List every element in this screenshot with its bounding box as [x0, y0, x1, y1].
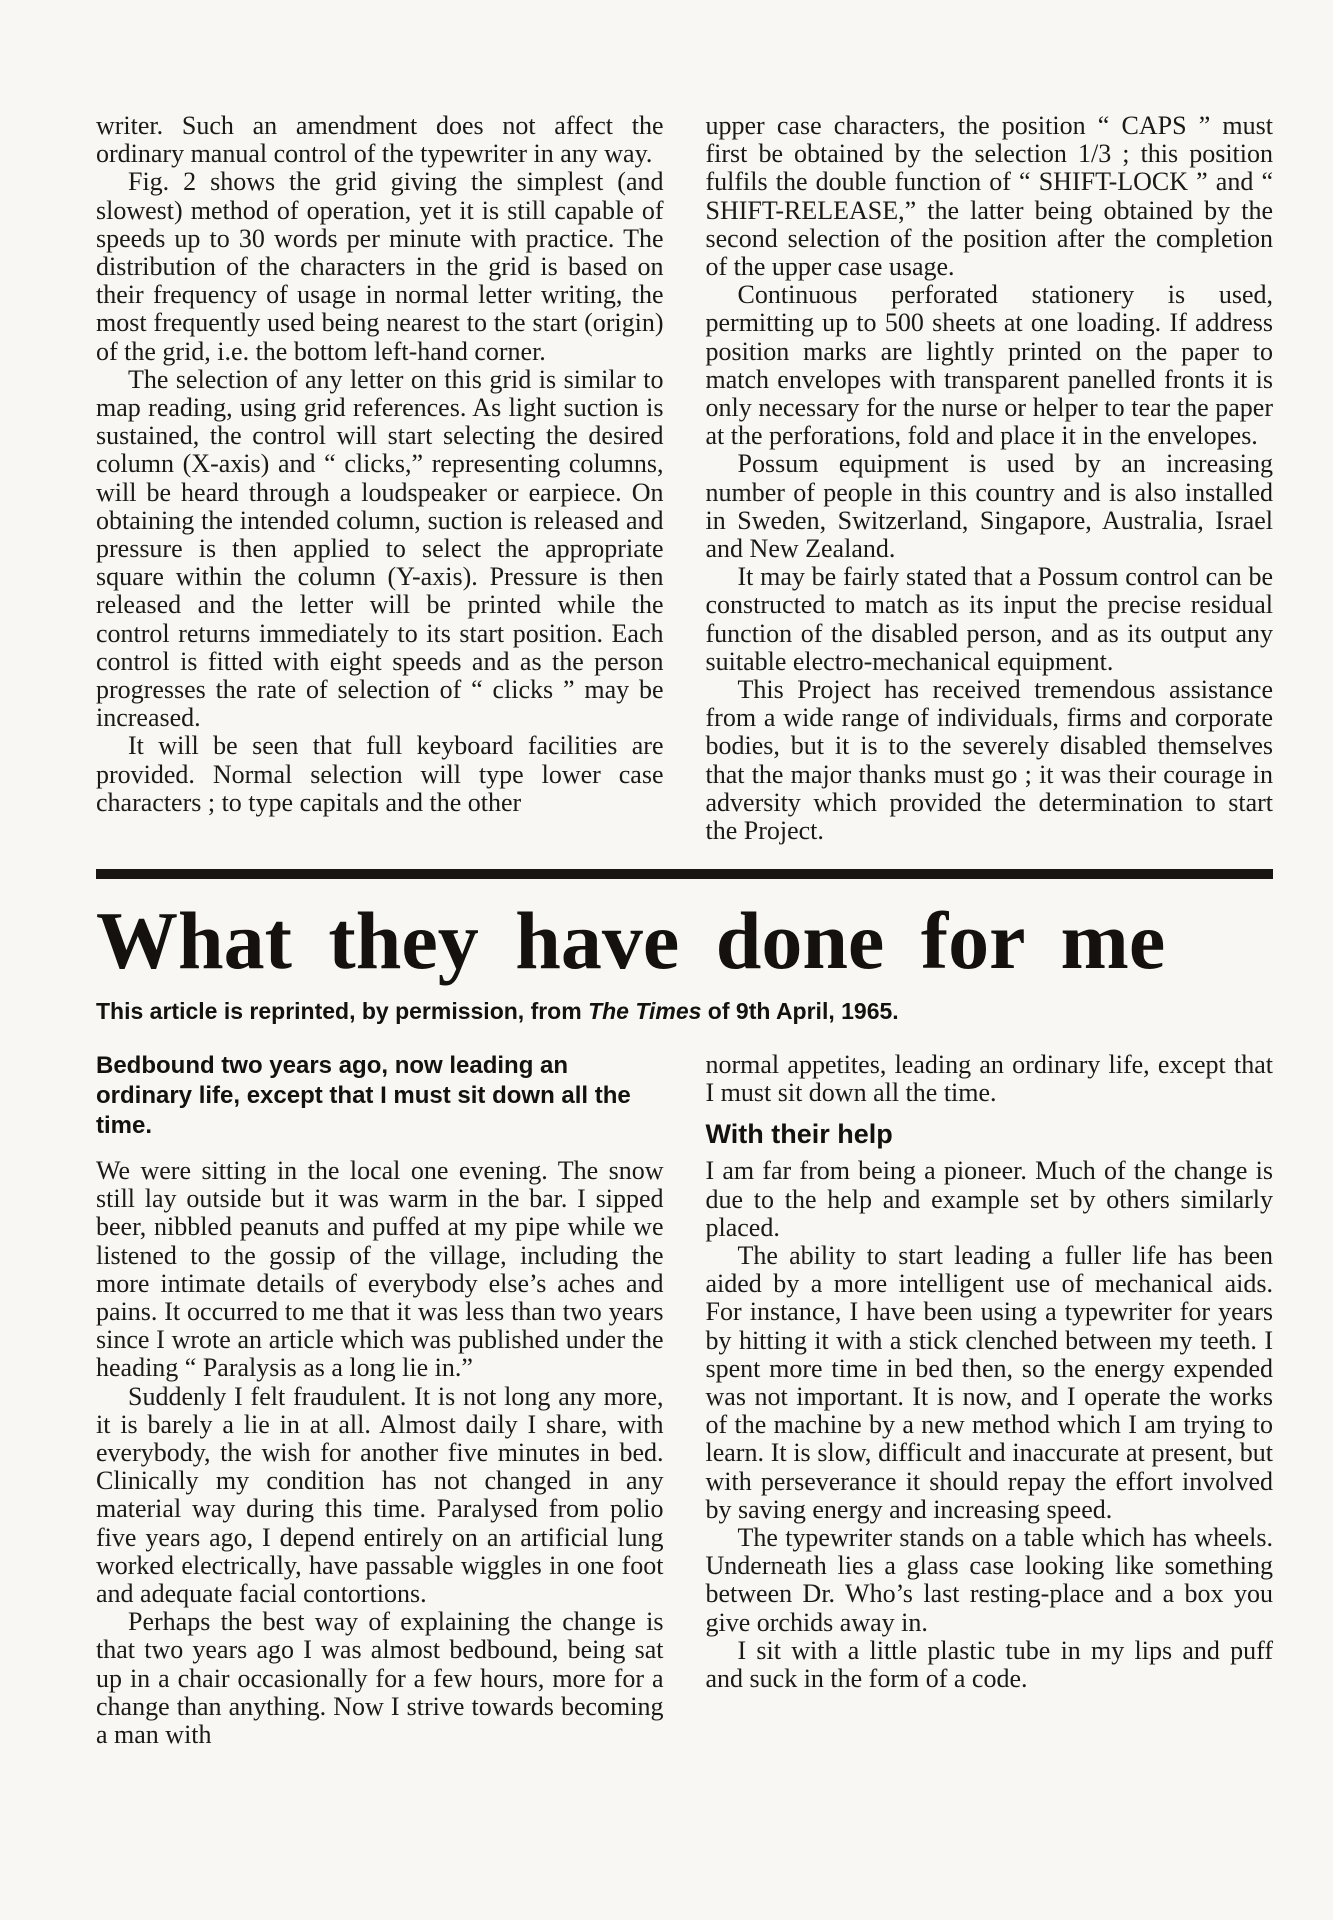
paragraph: Possum equipment is used by an increasing number of people in this country and is also installed in Sweden, Switzerland, Singapore, Australia, Israel and New Zealand.	[705, 449, 1273, 564]
article1-columns	[96, 112, 1273, 845]
paragraph: The selection of any letter on this grid is similar to map reading, using grid references. As light suction is sustained, the control will start selecting the desired column (X-axis) and “ clicks,” representing columns, will be heard through a loudspeaker or earpiece. On obtaining the intended column, suction is released and pressure is then applied to select the appropriate square within the column (Y-axis). Pressure is then released and the letter will be printed while the control returns immediately to its start position. Each control is fitted with eight speeds and as the person progresses the rate of selection of “ clicks ” may be increased.	[96, 364, 664, 733]
article1-left-column	[96, 112, 664, 845]
subheading-with-their-help: With their help	[705, 1119, 893, 1150]
paragraph: We were sitting in the local one evening. The snow still lay outside but it was warm in the bar. I sipped beer, nibbled peanuts and puffed at my pipe while we listened to the gossip of the village, including the more intimate details of everybody else’s aches and pains. It occurred to me that it was less than two years since I wrote an article which was published under the heading “ Paralysis as a long lie in.”	[96, 1155, 664, 1383]
reprint-credit-line	[96, 997, 1273, 1025]
credit-prefix: This article is reprinted, by permission, from	[96, 997, 589, 1024]
article1-right-column	[706, 112, 1274, 845]
article2-columns	[96, 1051, 1273, 1749]
credit-suffix: of 9th April, 1965.	[701, 997, 899, 1024]
credit-source-name: The Times	[588, 997, 702, 1024]
paragraph: Continuous perforated stationery is used, permitting up to 500 sheets at one loading. If address position marks are lightly printed on the paper to match envelopes with transparent panelled fronts it is only necessary for the nurse or helper to tear the paper at the perforations, fold and place it in the envelopes.	[705, 280, 1273, 451]
article-headline: What they have done for me	[96, 895, 1166, 987]
paragraph: Perhaps the best way of explaining the change is that two years ago I was almost bedbound, being sat up in a chair occasionally for a few hours, more for a change than anything. Now I strive towards becoming a man with	[96, 1607, 664, 1749]
paragraph: normal appetites, leading an ordinary life, except that I must sit down all the time.	[705, 1049, 1273, 1108]
article2-right-column	[706, 1051, 1274, 1749]
paragraph: This Project has received tremendous assistance from a wide range of individuals, firms and corporate bodies, but it is to the severely disabled themselves that the major thanks must go ; it was their courage in adversity which provided the determination to start the Project.	[705, 675, 1273, 846]
paragraph: It may be fairly stated that a Possum control can be constructed to match as its input the precise residual function of the disabled person, and as its output any suitable electro-mechanical equipment.	[705, 562, 1273, 676]
paragraph: I am far from being a pioneer. Much of the change is due to the help and example set by others similarly placed.	[705, 1156, 1273, 1242]
article2-left-column	[96, 1051, 664, 1749]
paragraph: Suddenly I felt fraudulent. It is not long any more, it is barely a lie in at all. Almost daily I share, with everybody, the wish for another five minutes in bed. Clinically my condition has not changed in any material way during this time. Paralysed from polio five years ago, I depend entirely on an artificial lung worked electrically, have passable wiggles in one foot and adequate facial contortions.	[96, 1381, 664, 1608]
paragraph: I sit with a little plastic tube in my lips and puff and suck in the form of a code.	[705, 1635, 1273, 1693]
section-divider-rule	[96, 869, 1273, 879]
paragraph: The ability to start leading a fuller life has been aided by a more intelligent use of mechanical aids. For instance, I have been using a typewriter for years by hitting it with a stick clenched between my teeth. I spent more time in bed then, so the energy expended was not important. It is now, and I operate the works of the machine by a new method which I am trying to learn. It is slow, difficult and inaccurate at present, but with perseverance it should repay the effort involved by saving energy and increasing speed.	[705, 1240, 1273, 1524]
paragraph: It will be seen that full keyboard facilities are provided. Normal selection will type lower case characters ; to type capitals and the other	[96, 731, 664, 817]
paragraph: upper case characters, the position “ CAPS ” must first be obtained by the selection 1/3 ; this position fulfils the double function of “ SHIFT-LOCK ” and “ SHIFT-RELEASE,” the latter being obtained by the second selection of the position after the completion of the upper case usage.	[705, 111, 1273, 282]
standfirst: Bedbound two years ago, now leading an ordinary life, except that I must sit down all the time.	[96, 1051, 631, 1139]
paragraph: Fig. 2 shows the grid giving the simplest (and slowest) method of operation, yet it is still capable of speeds up to 30 words per minute with practice. The distribution of the characters in the grid is based on their frequency of usage in normal letter writing, the most frequently used being nearest to the start (origin) of the grid, i.e. the bottom left-hand corner.	[96, 167, 664, 366]
paragraph: The typewriter stands on a table which has wheels. Underneath lies a glass case looking like something between Dr. Who’s last resting-place and a box you give orchids away in.	[705, 1522, 1273, 1637]
paragraph: writer. Such an amendment does not affect the ordinary manual control of the typewriter in any way.	[96, 111, 664, 169]
